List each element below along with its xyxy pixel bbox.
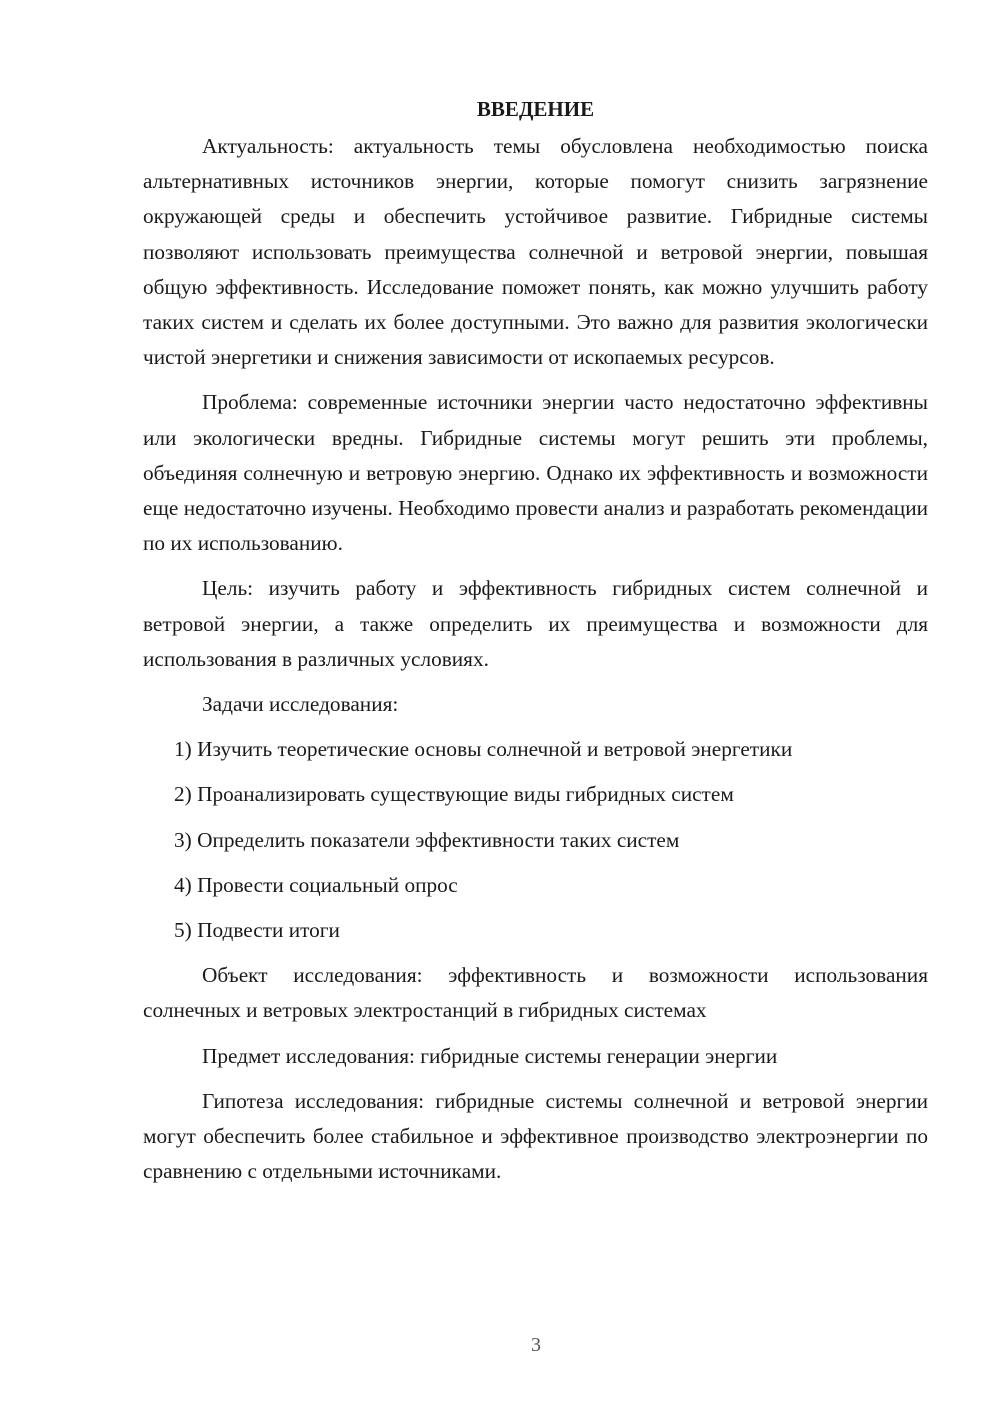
section-heading: ВВЕДЕНИЕ <box>476 97 595 121</box>
object-paragraph: Объект исследования: эффективность и возможности использования солнечных и ветровых электростанций в гибридных системах <box>143 963 928 1023</box>
problem-paragraph: Проблема: современные источники энергии часто недостаточно эффективны или экологически вредны. Гибридные системы могут решить эти проблемы, объединяя солнечную и ветровую энергию. Однако их эффективность и возможности еще недостаточно изучены. Необходимо провести анализ и разработать рекомендации по их использованию. <box>143 390 928 556</box>
task-item-5: 5) Подвести итоги <box>174 918 340 943</box>
goal-paragraph: Цель: изучить работу и эффективность гибридных систем солнечной и ветровой энергии, а также определить их преимущества и возможности для использования в различных условиях. <box>143 576 928 671</box>
relevance-paragraph: Актуальность: актуальность темы обусловлена необходимостью поиска альтернативных источников энергии, которые помогут снизить загрязнение окружающей среды и обеспечить устойчивое развитие. Гибридные системы позволяют использовать преимущества солнечной и ветровой энергии, повышая общую эффективность. Исследование поможет понять, как можно улучшить работу таких систем и сделать их более доступными. Это важно для развития экологически чистой энергетики и снижения зависимости от ископаемых ресурсов. <box>143 134 928 370</box>
task-item-2: 2) Проанализировать существующие виды гибридных систем <box>174 782 734 807</box>
subject-paragraph: Предмет исследования: гибридные системы генерации энергии <box>202 1043 778 1068</box>
task-item-4: 4) Провести социальный опрос <box>174 872 458 897</box>
hypothesis-paragraph: Гипотеза исследования: гибридные системы солнечной и ветровой энергии могут обеспечить более стабильное и эффективное производство электроэнергии по сравнению с отдельными источниками. <box>143 1088 928 1184</box>
task-item-1: 1) Изучить теоретические основы солнечной и ветровой энергетики <box>174 737 793 762</box>
page-number: 3 <box>531 1334 541 1356</box>
task-list <box>143 732 928 948</box>
tasks-heading: Задачи исследования: <box>202 692 399 717</box>
task-item-3: 3) Определить показатели эффективности таких систем <box>174 827 680 852</box>
page-content <box>143 92 928 1199</box>
